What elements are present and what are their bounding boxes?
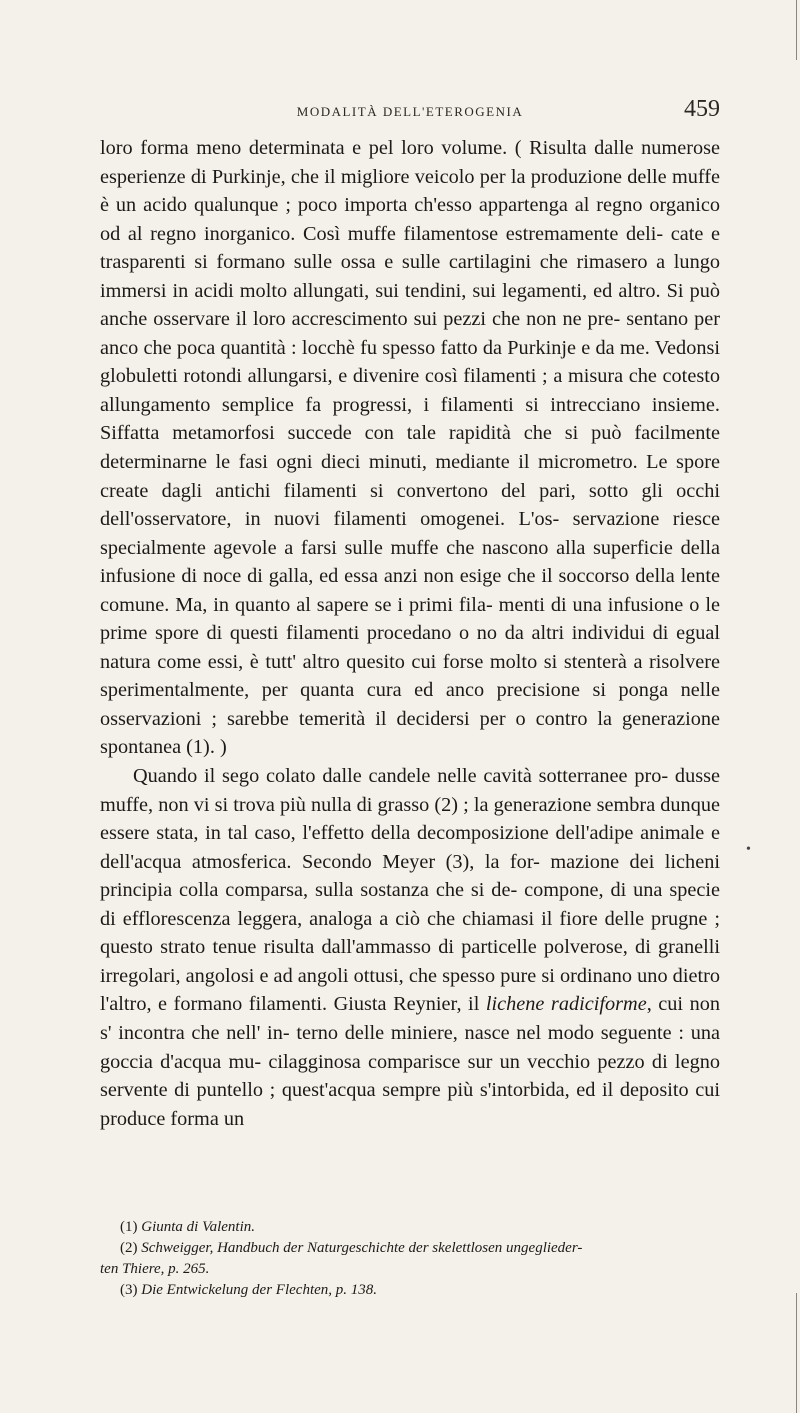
footnote-1: (1) Giunta di Valentin. — [120, 1219, 255, 1235]
footnote-2-continued: ten Thiere, p. 265. — [100, 1261, 210, 1277]
running-title: MODALITÀ DELL'ETEROGENIA — [296, 104, 524, 119]
paragraph-1: loro forma meno determinata e pel loro volume. ( Risulta dalle numerose esperienze di Purkinje, che il migliore veicolo per la produzione delle muffe è un acido qualunque ; poco importa ch'esso appartenga al regno organico od al regno inorganico. Così muffe filamentose estremamente deli- cate e trasparenti si formano sulle ossa e sulle cartilagini che rimasero a lungo immersi in acidi molto allungati, sui tendini, sui legamenti, ed altro. Si può anche osservare il loro accrescimento sui pezzi che non ne pre- sentano per anco che poca quantità : locchè fu spesso fatto da Purkinje e da me. Vedonsi globuletti rotondi allungarsi, e divenire così filamenti ; a misura che cotesto allungamento semplice fa progressi, i filamenti si intrecciano insieme. Siffatta metamorfosi succede con tale rapidità che si può facilmente determinarne le fasi ogni dieci minuti, mediante il micrometro. Le spore create dagli antichi filamenti si convertono del pari, sotto gli occhi dell'osservatore, in nuovi filamenti omogenei. L'os- servazione riesce specialmente agevole a farsi sulle muffe che nascono alla superficie della infusione di noce di galla, ed essa anzi non esige che il soccorso della lente comune. Ma, in quanto al sapere se i primi fila- menti di una infusione o le prime spore di questi filamenti procedano o no da altri individui di egual natura come essi, è tutt' altro quesito cui forse molto si stenterà a risolvere sperimentalmente, per quanta cura ed anco precisione si ponga nelle osservazioni ; sarebbe temerità il decidersi per o contro la generazione spontanea (1). ) — [100, 137, 721, 759]
footnote-2: (2) Schweigger, Handbuch der Naturgeschichte der skelettlosen ungeglieder- — [120, 1240, 583, 1256]
page-edge-line — [796, 0, 797, 60]
lichen-name: lichene radiciforme — [485, 993, 647, 1016]
body-text — [100, 134, 720, 1133]
page-number: 459 — [684, 96, 720, 122]
footnotes — [100, 1217, 720, 1301]
footnote-3: (3) Die Entwickelung der Flechten, p. 138. — [120, 1282, 378, 1298]
paragraph-2: Quando il sego colato dalle candele nelle cavità sotterranee pro- dusse muffe, non vi si trova più nulla di grasso (2) ; la generazione sembra dunque essere stata, in tal caso, l'effetto della decomposizione dell'adipe animale e dell'acqua atmosferica. Secondo Meyer (3), la for- mazione dei licheni principia colla comparsa, sulla sostanza che si de- compone, di una specie di efflorescenza leggera, analoga a ciò che chiamasi il fiore delle prugne ; questo strato tenue risulta dall'ammasso di particelle polverose, di granelli irregolari, angolosi e ad angoli ottusi, che spesso pure si ordinano uno dietro l'altro, e formano filamenti. Giusta Reynier, il lichene radiciforme, cui non s' incontra che nell' in- terno delle miniere, nasce nel modo seguente : una goccia d'acqua mu- cilagginosa comparisce sur un vecchio pezzo di legno servente di puntello ; quest'acqua sempre più s'intorbida, ed il deposito cui produce forma un — [100, 765, 721, 1130]
page-header — [100, 96, 720, 132]
margin-mark: • — [746, 842, 751, 857]
page-edge-line-bottom — [796, 1293, 797, 1413]
